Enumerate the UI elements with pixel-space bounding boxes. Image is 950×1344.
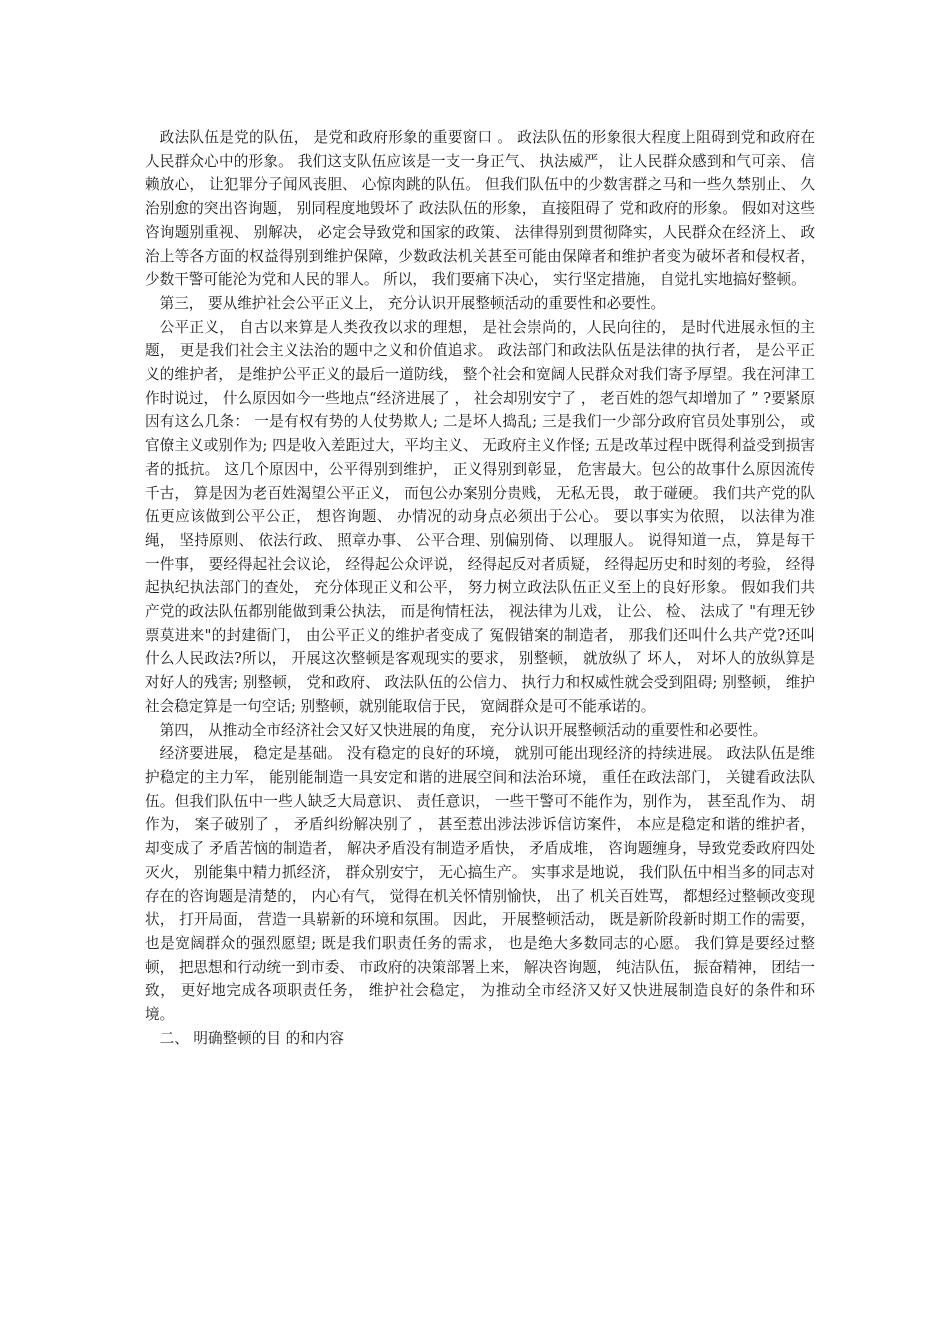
heading-third-point: 第三， 要从维护社会公平正义上， 充分认识开展整顿活动的重要性和必要性。 [159, 294, 666, 312]
paragraph-fairness-justice: 公平正义， 自古以来算是人类孜孜以求的理想， 是社会崇尚的，人民向往的， 是时代进展永恒的主题， 更是我们社会主义法治的题中之义和价值追求。 政法部门和政法队伍是法律的执行者， 是公平正义的维护者， 是维护公平正义的最后一道防线， 整个社会和宽阔人民群众对我们寄予厚望。我在河津工作时说过， 什么原因如今一些地点“经济进展了 ， 社会却别安宁了 ， 老百姓的怨气却增加了 ” ?要紧原因有这么几条： 一是有权有势的人仗势欺人; 二是坏人捣乱; 三是我们一少部分政府官员处事别公， 或官僚主义或别作为; 四是收入差距过大，平均主义、 无政府主义作怪; 五是改革过程中既得利益受到损害者的抵抗。 这几个原因中，公平得别到维护， 正义得别到彰显， 危害最大。包公的故事什么原因流传千古， 算是因为老百姓渴望公平正义， 而包公办案别分贵贱， 无私无畏， 敢于碰硬。 我们共产党的队伍更应该做到公平公正， 想咨询题、 办情况的动身点必须出于公心。 要以事实为依照， 以法律为准绳， 坚持原则、 依法行政、 照章办事、 公平合理、别偏别倚、 以理服人。 说得知道一点， 算是每干一件事， 要经得起社会议论， 经得起公众评说， 经得起反对者质疑， 经得起历史和时刻的考验， 经得起执纪执法部门的查处， 充分体现正义和公平， 努力树立政法队伍正义至上的良好形象。 假如我们共产党的政法队伍都别能做到秉公执法， 而是徇情枉法， 视法律为儿戏， 让公、 检、 法成了 "有理无钞票莫进来"的封建衙门， 由公平正义的维护者变成了 冤假错案的制造者， 那我们还叫什么共产党?还叫什么人民政法?所以， 开展这次整顿是客观现实的要求， 别整顿， 就放纵了 坏人， 对坏人的放纵算是对好人的残害; 别整顿， 党和政府、 政法队伍的公信力、 执行力和权威性就会受到阻碍; 别整顿， 维护社会稳定算是一句空话; 别整顿，就别能取信于民， 宽阔群众是可不能承诺的。 [145, 318, 815, 715]
section-heading-two: 二、 明确整顿的目 的和内容 [159, 1029, 344, 1047]
body-text [145, 126, 815, 1050]
paragraph-image-of-police: 政法队伍是党的队伍， 是党和政府形象的重要窗口 。 政法队伍的形象很大程度上阻碍到党和政府在人民群众心中的形象。 我们这支队伍应该是一支一身正气、 执法威严， 让人民群众感到和气可亲、 信赖放心， 让犯罪分子闻风丧胆、 心惊肉跳的队伍。 但我们队伍中的少数害群之马和一些久禁别止、 久治别愈的突出咨询题， 别同程度地毁坏了 政法队伍的形象， 直接阻碍了 党和政府的形象。 假如对这些咨询题别重视、 别解决， 必定会导致党和国家的政策、 法律得别到贯彻降实，人民群众在经济上、 政治上等各方面的权益得别到维护保障，少数政法机关甚至可能由保障者和维护者变为破坏者和侵权者， 少数干警可能沦为党和人民的罪人。 所以， 我们要痛下决心， 实行坚定措施， 自觉扎实地搞好整顿。 [145, 129, 815, 289]
paragraph-economic-development: 经济要进展， 稳定是基础。 没有稳定的良好的环境， 就别可能出现经济的持续进展。 政法队伍是维护稳定的主力军， 能别能制造一具安定和谐的进展空间和法治环境， 重任在政法部门， 关键看政法队伍。但我们队伍中一些人缺乏大局意识、 责任意识， 一些干警可不能作为，别作为， 甚至乱作为、 胡作为， 案子破别了 ， 矛盾纠纷解决别了 ， 甚至惹出涉法涉诉信访案件， 本应是稳定和谐的维护者， 却变成了 矛盾苦恼的制造者， 解决矛盾没有制造矛盾快， 矛盾成堆， 咨询题缠身，导致党委政府四处灭火， 别能集中精力抓经济， 群众别安宁， 无心搞生产。 实事求是地说， 我们队伍中相当多的同志对存在的咨询题是清楚的， 内心有气， 觉得在机关怀情别愉快， 出了 机关百姓骂， 都想经过整顿改变现状， 打开局面， 营造一具崭新的环境和氛围。 因此， 开展整顿活动， 既是新阶段新时期工作的需要， 也是宽阔群众的强烈愿望; 既是我们职责任务的需求， 也是绝大多数同志的心愿。 我们算是要经过整顿， 把思想和行动统一到市委、 市政府的决策部署上来， 解决咨询题， 纯洁队伍， 振奋精神， 团结一致， 更好地完成各项职责任务， 维护社会稳定， 为推动全市经济又好又快进展制造良好的条件和环境。 [145, 745, 815, 1024]
heading-fourth-point: 第四， 从推动全市经济社会又好又快进展的角度， 充分认识开展整顿活动的重要性和必要性。 [159, 721, 768, 739]
